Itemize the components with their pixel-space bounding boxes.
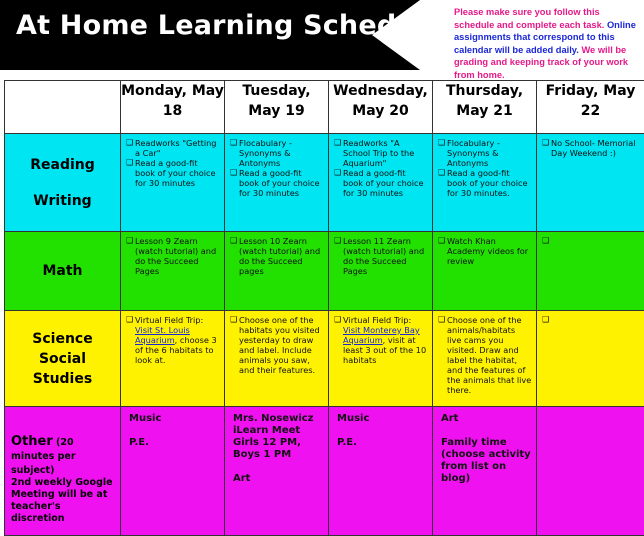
google-meeting-note: 2nd weekly Google Meeting will be at teacher's discretion	[11, 477, 116, 525]
checkbox-icon: ❑	[126, 315, 135, 365]
checkbox-icon: ❑	[438, 138, 447, 168]
checkbox-icon: ❑	[334, 138, 343, 168]
checkbox-icon: ❑	[542, 315, 551, 325]
activity-text: P.E.	[129, 437, 220, 449]
science-row	[5, 311, 644, 407]
task-text: Watch Khan Academy videos for review	[447, 236, 532, 266]
activity-text: P.E.	[337, 437, 428, 449]
day-header-wed: Wednesday, May 20	[329, 81, 433, 134]
task-text: Choose one of the habitats you visited yesterday to draw and label. Include animals you saw, and their features.	[239, 315, 324, 375]
reading-mon	[121, 134, 225, 232]
subject-science: Science	[5, 329, 120, 349]
other-row	[5, 407, 644, 536]
task-text: Lesson 11 Zearn (watch tutorial) and do the Succeed Pages	[343, 236, 428, 276]
subject-writing: Writing	[5, 193, 120, 209]
monterey-bay-aquarium-link[interactable]: Visit Monterey Bay Aquarium	[343, 325, 420, 345]
science-mon	[121, 311, 225, 407]
reading-thu	[433, 134, 537, 232]
notice-line-2: Online assignments that correspond to this calendar will be added daily.	[454, 20, 636, 55]
checkbox-icon: ❑	[126, 138, 135, 158]
subject-science-social	[5, 311, 121, 407]
task-text: , visit at least 3 out of the 10 habitats	[343, 335, 426, 365]
other-wed	[329, 407, 433, 536]
checkbox-icon: ❑	[126, 236, 135, 276]
math-row	[5, 232, 644, 311]
checkbox-icon: ❑	[438, 236, 447, 266]
science-tue	[225, 311, 329, 407]
subject-social: Social	[5, 349, 120, 369]
checkbox-icon: ❑	[438, 315, 447, 395]
task-text: Lesson 9 Zearn (watch tutorial) and do the Succeed Pages	[135, 236, 220, 276]
task-text: Read a good-fit book of your choice for 30 minutes.	[447, 168, 532, 198]
notice-line-3: We will be grading and keeping track of your work from home.	[454, 45, 628, 80]
subject-other	[5, 407, 121, 536]
checkbox-icon: ❑	[334, 315, 343, 365]
science-fri	[537, 311, 644, 407]
task-text: Readworks "Getting a Car"	[135, 138, 220, 158]
day-header-tue: Tuesday, May 19	[225, 81, 329, 134]
other-tue	[225, 407, 329, 536]
page-title: At Home Learning Schedule	[16, 10, 444, 41]
math-tue	[225, 232, 329, 311]
subject-other-title: Other	[11, 434, 53, 449]
science-thu	[433, 311, 537, 407]
checkbox-icon: ❑	[230, 236, 239, 276]
subject-reading: Reading	[5, 157, 120, 173]
task-text: Read a good-fit book of your choice for 30 minutes	[135, 158, 220, 188]
schedule-table	[4, 80, 644, 536]
title-banner	[0, 0, 420, 70]
other-mon	[121, 407, 225, 536]
task-text: Virtual Field Trip:	[343, 315, 411, 325]
task-text: , choose 3 of the 6 habitats to look at.	[135, 335, 217, 365]
activity-text: Art	[233, 473, 324, 485]
notice-line-1: Please make sure you follow this schedule and complete each task.	[454, 7, 604, 30]
reading-tue	[225, 134, 329, 232]
task-text: Read a good-fit book of your choice for 30 minutes	[239, 168, 324, 198]
st-louis-aquarium-link[interactable]: Visit St. Louis Aquarium	[135, 325, 190, 345]
activity-text: Mrs. Nosewicz iLearn Meet Girls 12 PM, Boys 1 PM	[233, 413, 324, 461]
task-text: Read a good-fit book of your choice for 30 minutes	[343, 168, 428, 198]
day-header-thu: Thursday, May 21	[433, 81, 537, 134]
checkbox-icon: ❑	[230, 315, 239, 375]
checkbox-icon: ❑	[230, 138, 239, 168]
task-text: Flocabulary -Synonyms & Antonyms	[447, 138, 532, 168]
math-fri	[537, 232, 644, 311]
subject-math: Math	[5, 232, 121, 311]
subject-reading-writing	[5, 134, 121, 232]
activity-text: Art	[441, 413, 532, 425]
subject-other-note: (20 minutes per subject)	[11, 437, 76, 476]
notice-text	[454, 6, 640, 82]
subject-studies: Studies	[5, 369, 120, 389]
task-text: No School- Memorial Day Weekend :)	[551, 138, 640, 158]
task-text: Readworks "A School Trip to the Aquarium"	[343, 138, 428, 168]
activity-text: Music	[129, 413, 220, 425]
math-mon	[121, 232, 225, 311]
other-thu	[433, 407, 537, 536]
reading-row	[5, 134, 644, 232]
task-text: Lesson 10 Zearn (watch tutorial) and do the Succeed pages	[239, 236, 324, 276]
checkbox-icon: ❑	[230, 168, 239, 198]
day-header-mon: Monday, May 18	[121, 81, 225, 134]
math-wed	[329, 232, 433, 311]
corner-cell	[5, 81, 121, 134]
checkbox-icon: ❑	[126, 158, 135, 188]
header-row	[5, 81, 644, 134]
reading-fri	[537, 134, 644, 232]
task-text: Choose one of the animals/habitats live cams you visited. Draw and label the habitat, and the features of the animals that live there.	[447, 315, 532, 395]
checkbox-icon: ❑	[542, 138, 551, 158]
checkbox-icon: ❑	[438, 168, 447, 198]
activity-text: Family time (choose activity from list on blog)	[441, 437, 532, 485]
checkbox-icon: ❑	[334, 236, 343, 276]
day-header-fri: Friday, May 22	[537, 81, 644, 134]
math-thu	[433, 232, 537, 311]
checkbox-icon: ❑	[542, 236, 551, 246]
activity-text: Music	[337, 413, 428, 425]
checkbox-icon: ❑	[334, 168, 343, 198]
other-fri	[537, 407, 644, 536]
science-wed	[329, 311, 433, 407]
task-text: Virtual Field Trip:	[135, 315, 203, 325]
reading-wed	[329, 134, 433, 232]
task-text: Flocabulary -Synonyms & Antonyms	[239, 138, 324, 168]
